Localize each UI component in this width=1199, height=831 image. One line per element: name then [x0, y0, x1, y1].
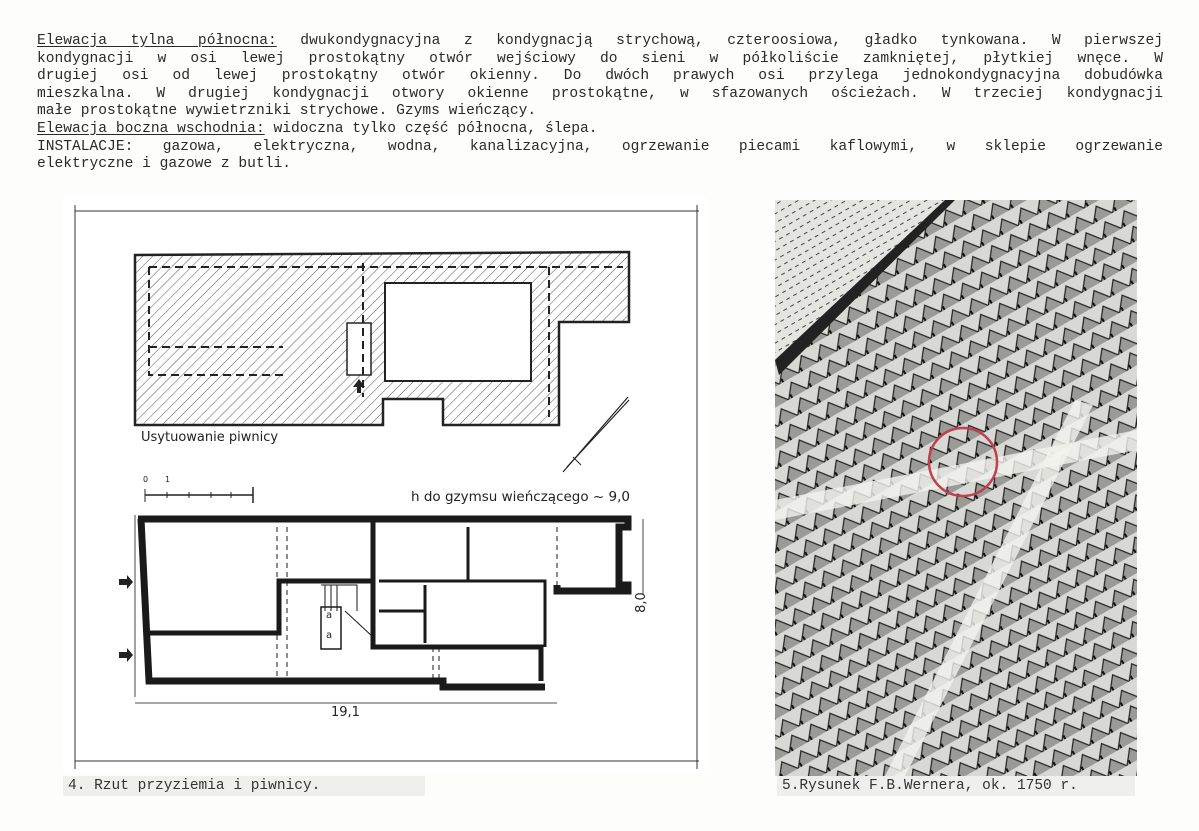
cellar-site-plan: [135, 252, 629, 425]
ground-floor-plan: [135, 515, 643, 703]
figure5-caption: 5.Rysunek F.B.Wernera, ok. 1750 r.: [777, 776, 1135, 796]
north-arrow-icon: [563, 397, 629, 472]
description-text: [37, 33, 1163, 174]
height-note: h do gzymsu wieńczącego ~ 9,0: [411, 489, 630, 505]
desc-line-7: INSTALACJE: gazowa, elektryczna, wodna, kanalizacyjna, ogrzewanie piecami kaflowymi, w sklepie ogrzewanie: [37, 138, 1163, 155]
stair-mark: a: [326, 630, 333, 641]
desc-line-4: mieszkalna. W drugiej kondygnacji otwory okienne prostokątne, w sfazowanych ościeżach. W trzeciej kondygnacji: [37, 85, 1163, 102]
desc-line-3: drugiej osi od lewej prostokątny otwór okienny. Do dwóch prawych osi przylega jednokondygnacyjna dobudówka: [37, 68, 1163, 85]
entrance-arrow-icon: [119, 575, 133, 662]
length-dimension: 19,1: [331, 705, 360, 720]
desc-line-1: [37, 33, 1163, 51]
heading-east-elevation: Elewacja boczna wschodnia:: [37, 120, 265, 137]
figure4-caption: 4. Rzut przyziemia i piwnicy.: [63, 776, 425, 796]
site-plan-label: Usytuowanie piwnicy: [141, 430, 279, 445]
scale-tick-1: 1: [165, 475, 171, 484]
desc-line-6: [37, 121, 1163, 139]
stair-mark: a: [326, 610, 333, 621]
figure-historic-drawing: [775, 200, 1137, 776]
scale-bar: [145, 487, 253, 503]
width-dimension: 8,0: [633, 592, 649, 613]
desc-text: widoczna tylko część północna, ślepa.: [264, 120, 598, 137]
desc-text: dwukondygnacyjna z kondygnacją strychową, czteroosiowa, gładko tynkowana. W pierwszej: [276, 33, 1163, 49]
desc-line-8: elektryczne i gazowe z butli.: [37, 156, 291, 173]
desc-line-2: kondygnacji w osi lewej prostokątny otwór wejściowy do sieni w półkoliście zamkniętej, płytkiej wnęce. W: [37, 50, 1163, 67]
werner-town-view: [775, 200, 1137, 776]
heading-rear-elevation: Elewacja tylna północna:: [37, 33, 277, 49]
floor-plan-drawing: [63, 197, 709, 774]
scale-tick-0: 0: [143, 475, 149, 484]
figure-floor-plan: [63, 197, 709, 774]
desc-line-5: małe prostokątne wywietrzniki strychowe. Gzyms wieńczący.: [37, 103, 537, 120]
